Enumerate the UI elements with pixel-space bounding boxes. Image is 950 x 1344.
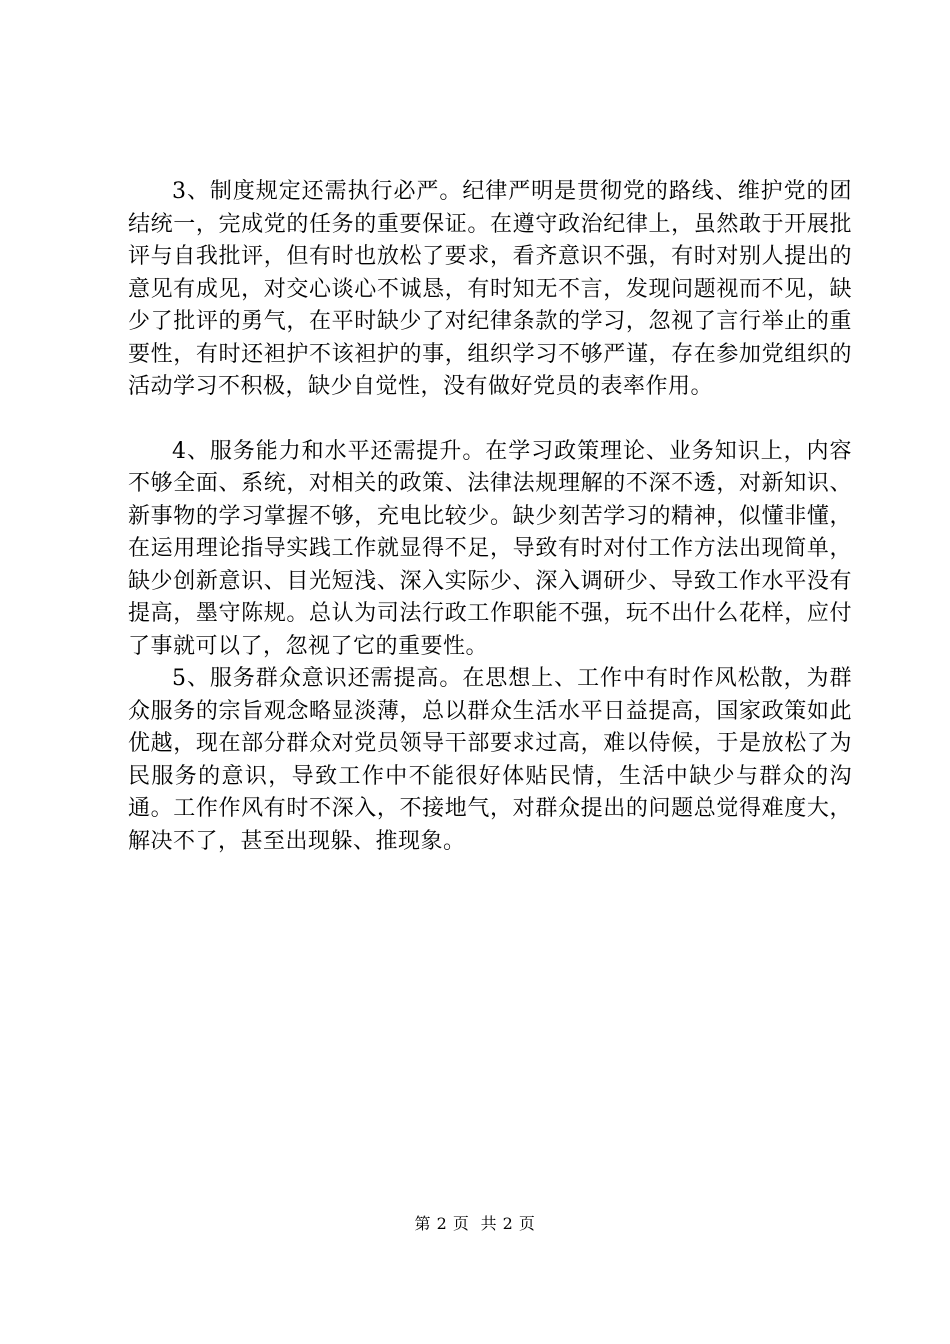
paragraph-3: 3、制度规定还需执行必严。纪律严明是贯彻党的路线、维护党的团结统一，完成党的任务的重要保证。在遵守政治纪律上，虽然敢于开展批评与自我批评，但有时也放松了要求，看齐意识不强，有时对别人提出的意见有成见，对交心谈心不诚恳，有时知无不言，发现问题视而不见，缺少了批评的勇气，在平时缺少了对纪律条款的学习，忽视了言行举止的重要性，有时还袒护不该袒护的事，组织学习不够严谨，存在参加党组织的活动学习不积极，缺少自觉性，没有做好党员的表率作用。	[128, 179, 852, 399]
page-total: 共 2 页	[480, 1214, 536, 1233]
page-number: 第 2 页	[414, 1214, 470, 1233]
paragraph-5: 5、服务群众意识还需提高。在思想上、工作中有时作风松散，为群众服务的宗旨观念略显淡薄，总以群众生活水平日益提高，国家政策如此优越，现在部分群众对党员领导干部要求过高，难以侍候，于是放松了为民服务的意识，导致工作中不能很好体贴民情，生活中缺少与群众的沟通。工作作风有时不深入，不接地气，对群众提出的问题总觉得难度大，解决不了，甚至出现躲、推现象。	[128, 666, 852, 854]
footer-separator	[469, 1214, 480, 1233]
paragraph-4: 4、服务能力和水平还需提升。在学习政策理论、业务知识上，内容不够全面、系统，对相关的政策、法律法规理解的不深不透，对新知识、新事物的学习掌握不够，充电比较少。缺少刻苦学习的精神，似懂非懂，在运用理论指导实践工作就显得不足，导致有时对付工作方法出现简单，缺少创新意识、目光短浅、深入实际少、深入调研少、导致工作水平没有提高，墨守陈规。总认为司法行政工作职能不强，玩不出什么花样，应付了事就可以了，忽视了它的重要性。	[128, 438, 852, 659]
page-footer	[0, 1214, 950, 1234]
document-body	[128, 176, 852, 858]
